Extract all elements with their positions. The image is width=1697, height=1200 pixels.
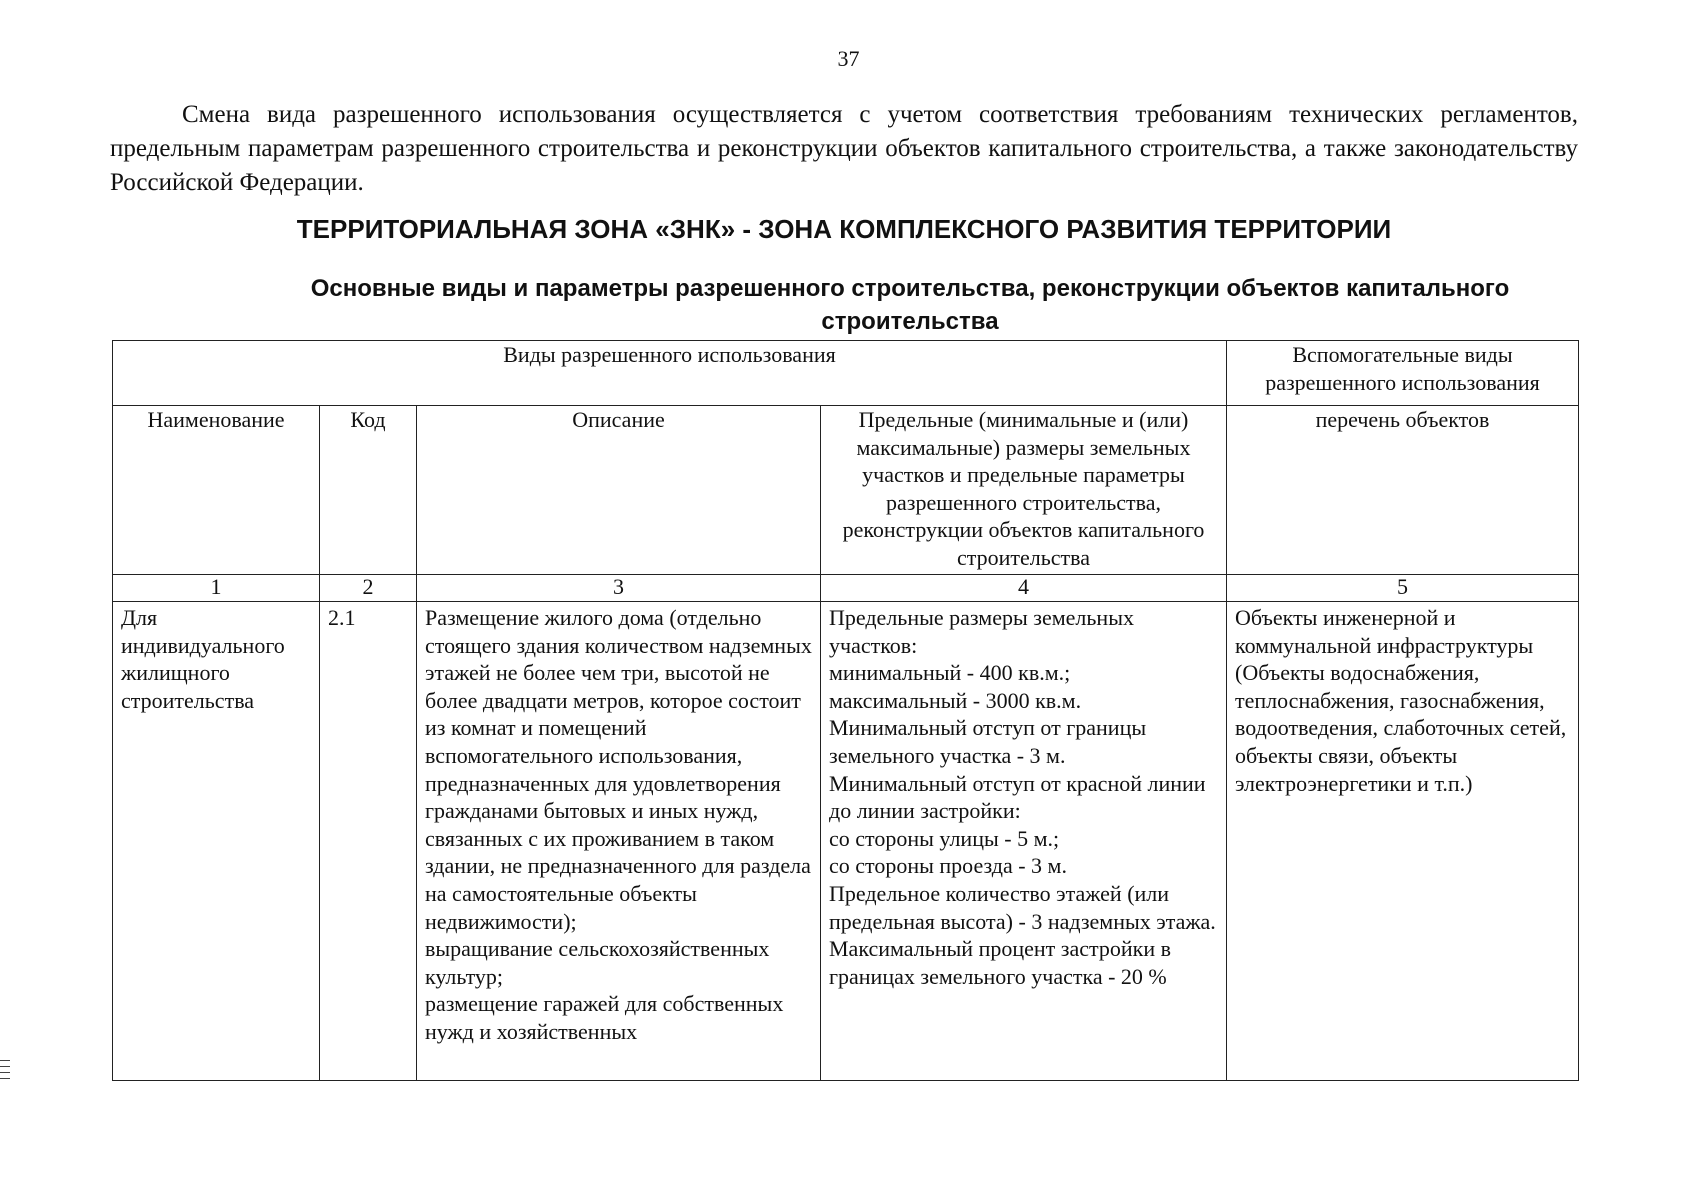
cell-parameters bbox=[821, 602, 1227, 1081]
parameter-line: со стороны проезда - 3 м. bbox=[829, 853, 1067, 879]
parameter-line: Предельное количество этажей (или предельная высота) - 3 надземных этажа. bbox=[829, 880, 1216, 934]
column-number: 3 bbox=[417, 575, 821, 602]
parameter-line: минимальный - 400 кв.м.; bbox=[829, 660, 1071, 686]
margin-marks bbox=[0, 1060, 12, 1084]
column-header-name: Наименование bbox=[113, 406, 320, 575]
column-header-objects: перечень объектов bbox=[1227, 406, 1579, 575]
use-code: 2.1 bbox=[328, 605, 356, 630]
use-name: Для индивидуального жилищного строительства bbox=[121, 605, 285, 713]
description-line: размещение гаражей для собственных нужд и хозяйственных bbox=[425, 991, 784, 1044]
column-header-code: Код bbox=[320, 406, 417, 575]
group-header-main: Виды разрешенного использования bbox=[113, 341, 1227, 406]
parameter-line: со стороны улицы - 5 м.; bbox=[829, 825, 1060, 851]
parameter-line: максимальный - 3000 кв.м. bbox=[829, 687, 1082, 713]
column-number: 2 bbox=[320, 575, 417, 602]
section-title: Основные виды и параметры разрешенного строительства, реконструкции объектов капитального строительства bbox=[310, 275, 1510, 335]
column-number: 4 bbox=[821, 575, 1227, 602]
description-line: Размещение жилого дома (отдельно стоящего здания количеством надземных этажей не более чем три, высотой не более двадцати метров, которое состоит из комнат и помещений вспомогательного использования, предназначенных для удовлетворения гражданами бытовых и иных нужд, связанных с их проживанием в таком здании, не предназначенного для раздела на самостоятельные объекты недвижимости); bbox=[425, 605, 812, 934]
column-header-description: Описание bbox=[417, 406, 821, 575]
cell-auxiliary-objects bbox=[1227, 602, 1579, 1081]
parameter-line: Максимальный процент застройки в границах земельного участка - 20 % bbox=[829, 936, 1171, 989]
table-group-header-row bbox=[113, 341, 1579, 406]
group-header-auxiliary: Вспомогательные виды разрешенного использования bbox=[1227, 341, 1579, 406]
parameter-line: Минимальный отступ от границы земельного участка - 3 м. bbox=[829, 715, 1147, 768]
cell-description bbox=[417, 602, 821, 1081]
table-column-number-row bbox=[113, 575, 1579, 602]
table-column-header-row bbox=[113, 406, 1579, 575]
parameter-line: Предельные размеры земельных участков: bbox=[829, 605, 1134, 658]
regulations-table bbox=[112, 340, 1579, 1081]
parameter-line: Минимальный отступ от красной линии до линии застройки: bbox=[829, 770, 1206, 824]
cell-code bbox=[320, 602, 417, 1081]
column-number: 5 bbox=[1227, 575, 1579, 602]
auxiliary-objects: Объекты инженерной и коммунальной инфраструктуры (Объекты водоснабжения, теплоснабжения, газоснабжения, водоотведения, слаботочных сетей, объекты связи, объекты электроэнергетики и т.п.) bbox=[1235, 605, 1567, 796]
column-header-parameters: Предельные (минимальные и (или) максимальные) размеры земельных участков и предельные параметры разрешенного строительства, реконструкции объектов капитального строительства bbox=[821, 406, 1227, 575]
page-number: 37 bbox=[837, 46, 860, 71]
column-number: 1 bbox=[113, 575, 320, 602]
table-row bbox=[113, 602, 1579, 1081]
description-line: выращивание сельскохозяйственных культур; bbox=[425, 936, 770, 989]
zone-title: ТЕРРИТОРИАЛЬНАЯ ЗОНА «ЗНК» - ЗОНА КОМПЛЕКСНОГО РАЗВИТИЯ ТЕРРИТОРИИ bbox=[296, 214, 1392, 244]
intro-paragraph: Смена вида разрешенного использования осуществляется с учетом соответствия требованиям технических регламентов, предельным параметрам разрешенного строительства и реконструкции объектов капитального строительства, а также законодательству Российской Федерации. bbox=[110, 101, 1578, 196]
cell-name bbox=[113, 602, 320, 1081]
